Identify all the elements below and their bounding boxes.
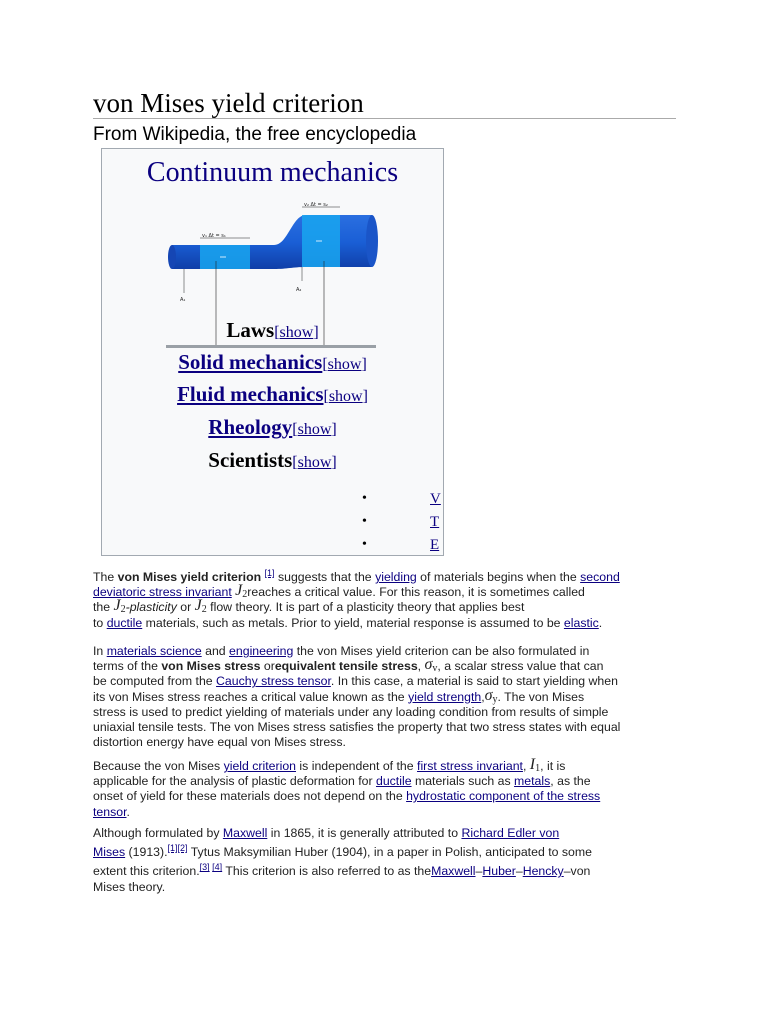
huber-link[interactable]: Huber	[482, 864, 516, 879]
row-label: Laws	[226, 318, 275, 342]
math-j2: $J_2$	[235, 582, 248, 601]
show-toggle[interactable]: [show]	[322, 356, 367, 373]
citation-link[interactable]: [1]	[264, 568, 275, 578]
page-title: von Mises yield criterion	[93, 88, 364, 118]
metals-link[interactable]: metals	[514, 774, 551, 789]
mises-link[interactable]: Mises	[93, 845, 126, 860]
yielding-link[interactable]: yielding	[375, 570, 417, 584]
citation-link[interactable]: [3]	[199, 862, 210, 873]
hydrostatic-component-link[interactable]: hydrostatic component of the stress	[406, 789, 601, 804]
edit-link[interactable]: E	[430, 537, 440, 553]
pipe-left-end	[168, 245, 176, 269]
math-i1: $I_1$	[529, 756, 541, 774]
infobox-row-fluid-mechanics	[102, 381, 443, 410]
yield-criterion-link[interactable]: yield criterion	[223, 759, 297, 773]
engineering-link[interactable]: engineering	[229, 644, 294, 658]
show-toggle[interactable]: [show]	[292, 421, 337, 438]
navbox-item-talk	[362, 514, 442, 534]
label-v2: v₂ Δt = s₂	[304, 202, 328, 208]
maxwell-link[interactable]: Maxwell	[222, 826, 268, 840]
math-j2: $J_2$	[194, 597, 207, 616]
row-label-link[interactable]: Solid mechanics	[178, 350, 323, 374]
show-toggle[interactable]: [show]	[323, 388, 368, 405]
bullet-icon: •	[362, 514, 367, 529]
maxwell-link[interactable]: Maxwell	[431, 864, 476, 879]
bullet-icon: •	[362, 537, 367, 552]
page-subtitle: From Wikipedia, the free encyclopedia	[93, 124, 417, 145]
second-link[interactable]: second	[580, 570, 620, 584]
citation-link[interactable]: [1][2]	[167, 843, 188, 854]
row-label: Scientists	[208, 448, 293, 472]
label-a2: A₂	[296, 287, 302, 293]
infobox-row-laws	[102, 317, 443, 346]
citation-link[interactable]: [4]	[212, 862, 223, 873]
continuum-mechanics-infobox	[101, 148, 444, 556]
math-sigma-v: $\sigma_v$	[424, 656, 438, 675]
ductile-link[interactable]: ductile	[375, 774, 412, 789]
deviatoric-stress-invariant-link[interactable]: deviatoric stress invariant	[93, 585, 232, 600]
label-v1: v₁ Δt = s₁	[202, 233, 226, 239]
label-a1: A₁	[180, 297, 186, 303]
navbox-item-view	[362, 491, 442, 511]
term-bold: von Mises yield criterion	[117, 570, 262, 584]
hencky-link[interactable]: Hencky	[522, 864, 564, 879]
row-label-link[interactable]: Fluid mechanics	[177, 382, 324, 406]
first-stress-invariant-link[interactable]: first stress invariant	[417, 759, 523, 773]
paragraph-history: Although formulated by Maxwell in 1865, it is generally attributed to Richard Edler von Mises (1913).[1][2] Tytus Maksymilian Huber (1904), in a paper in Polish, anticipated to some extent this criterion.[3] [4] This criterion is also referred to as theMaxwell–Huber–Hencky–von Mises theory.	[93, 826, 592, 894]
elastic-link[interactable]: elastic	[563, 615, 599, 630]
tensor-link[interactable]: tensor	[93, 804, 127, 819]
cauchy-stress-tensor-link[interactable]: Cauchy stress tensor	[216, 674, 331, 689]
math-j2: $J_2$	[113, 597, 126, 616]
infobox-row-solid-mechanics	[102, 349, 443, 378]
ductile-link[interactable]: ductile	[106, 615, 143, 630]
richard-von-mises-link[interactable]: Richard Edler von	[461, 826, 560, 840]
infobox-title-link[interactable]: Continuum mechanics	[146, 157, 399, 188]
math-sigma-y: $\sigma_y$	[484, 686, 498, 705]
show-toggle[interactable]: [show]	[274, 324, 319, 341]
infobox-row-rheology	[102, 414, 443, 443]
navbox-item-edit	[362, 537, 442, 557]
title-divider	[93, 118, 676, 119]
pipe-right-end	[366, 215, 378, 267]
materials-science-link[interactable]: materials science	[106, 644, 202, 658]
show-toggle[interactable]: [show]	[292, 454, 337, 471]
row-label-link[interactable]: Rheology	[208, 415, 293, 439]
view-link[interactable]: V	[430, 491, 441, 507]
paragraph-intro: The von Mises yield criterion [1] suggests that the yielding of materials begins when the second deviatoric stress invariant $J_2reaches$ a critical value. For this reason, it is sometimes called the $J_2$-plasticity or $J_2$ flow theory. It is part of a plasticity theory that applies best to ductile materials, such as metals. Prior to yield, material response is assumed to be elastic.	[93, 568, 620, 630]
paragraph-first-invariant: Because the von Mises yield criterion is independent of the first stress invariant, $I_1$, it is applicable for the analysis of plastic deformation for ductile materials such as metals, as the onset of yield for these materials does not depend on the hydrostatic component of the stress tensor.	[93, 756, 601, 819]
bullet-icon: •	[362, 491, 367, 506]
infobox-row-scientists	[102, 447, 443, 476]
paragraph-von-mises-stress: In materials science and engineering the von Mises yield criterion can be also formulated in terms of the von Mises stress orequivalent tensile stress, $\sigma_v$, a scalar stress value that can be computed from the Cauchy stress tensor. In this case, a material is said to start yielding when its von Mises stress reaches a critical value known as the yield $strength,\sigma_y$. The von Mises stress is used to predict yielding of materials under any loading condition from results of simple uniaxial tensile tests. The von Mises stress satisfies the property that two stress states with equal distortion energy have equal von Mises stress.	[93, 644, 621, 750]
yield-strength-link[interactable]: yield strength	[408, 689, 482, 704]
talk-link[interactable]: T	[430, 514, 440, 530]
